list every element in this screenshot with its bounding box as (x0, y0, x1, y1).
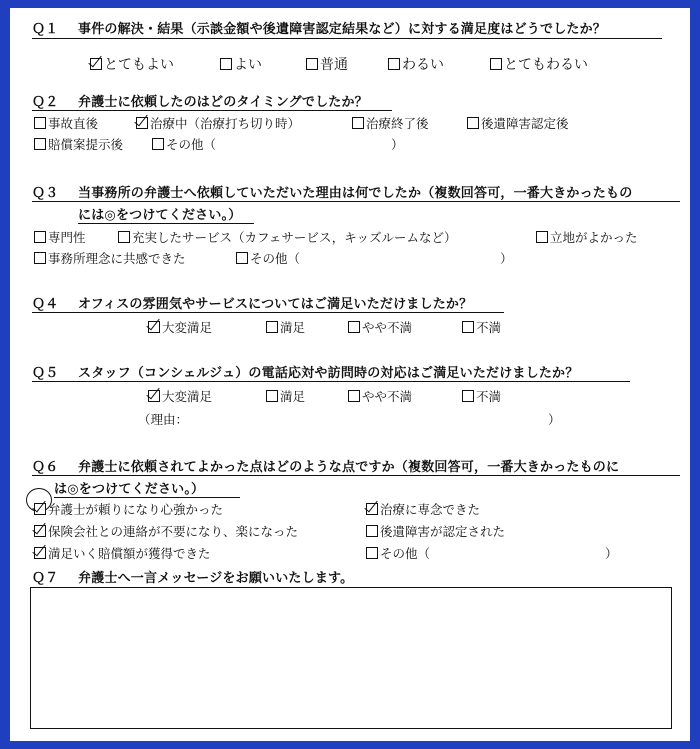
checkbox[interactable] (152, 138, 164, 150)
q4-text: オフィスの雰囲気やサービスについてはご満足いただけましたか？ (78, 297, 473, 312)
option-label: 専門性 (48, 230, 86, 245)
option-label: 普通 (320, 57, 348, 73)
option-label: 満足いく賠償額が獲得できた (48, 546, 211, 561)
q3-heading (32, 182, 632, 201)
q6-text2: は◎をつけてください。） (54, 482, 205, 497)
option-label: その他（ ） (380, 546, 618, 561)
q6-heading (32, 456, 619, 475)
q6-option-reliable[interactable] (34, 500, 223, 518)
q2-option-other[interactable] (152, 135, 404, 153)
option-label: 満足 (280, 389, 306, 404)
option-label: 後遺障害認定後 (481, 116, 569, 131)
option-label: 不満 (476, 320, 502, 335)
q1-heading (32, 18, 606, 37)
option-label: 治療中（治療打ち切り時） (150, 116, 301, 131)
option-label: 立地がよかった (550, 230, 638, 245)
q3-text2: には◎をつけてください。） (78, 208, 242, 223)
option-label: とてもよい (104, 57, 174, 73)
q1-underline (32, 38, 662, 39)
q1-option-bad[interactable] (388, 54, 444, 74)
q2-option-right-after[interactable] (34, 114, 98, 132)
q5-reason-close: ） (548, 412, 561, 427)
checkbox[interactable] (352, 117, 364, 129)
checkbox[interactable] (34, 252, 46, 264)
q4-underline (32, 312, 504, 313)
checkbox[interactable] (462, 390, 474, 402)
checkbox[interactable] (34, 231, 46, 243)
checkbox-checked[interactable] (34, 525, 46, 537)
q4-option-dissatisfied[interactable] (462, 318, 501, 336)
q3-option-other[interactable] (236, 249, 513, 267)
option-label: 大変満足 (162, 320, 213, 335)
checkbox[interactable] (266, 321, 278, 333)
q2-number: Ｑ２ (32, 95, 59, 110)
q6-underline (32, 475, 680, 476)
option-label: やや不満 (362, 320, 413, 335)
checkbox-checked[interactable] (136, 117, 148, 129)
option-label: 保険会社との連絡が不要になり、楽になった (48, 524, 299, 539)
q4-option-somewhat-dissatisfied[interactable] (348, 318, 412, 336)
option-label: 充実したサービス（カフェサービス，キッズルームなど） (132, 230, 457, 245)
option-label: 賠償案提示後 (48, 137, 124, 152)
q2-option-during-treatment[interactable] (136, 114, 300, 132)
checkbox-checked[interactable] (148, 321, 160, 333)
q7-text: 弁護士へ一言メッセージをお願いいたします。 (78, 571, 354, 586)
q3-text: 当事務所の弁護士へ依頼していただいた理由は何でしたか（複数回答可，一番大きかったもの (78, 186, 633, 201)
q4-heading (32, 293, 472, 312)
q6-option-certified[interactable] (366, 522, 505, 540)
q6-heading-line2 (54, 478, 204, 497)
q2-underline (32, 110, 392, 111)
checkbox[interactable] (34, 138, 46, 150)
checkbox[interactable] (366, 525, 378, 537)
checkbox[interactable] (536, 231, 548, 243)
option-label: その他（ ） (166, 137, 404, 152)
q7-heading (32, 567, 353, 586)
q4-option-satisfied[interactable] (266, 318, 305, 336)
q2-option-after-offer[interactable] (34, 135, 123, 153)
q6-number: Ｑ６ (32, 460, 59, 475)
q2-option-after-certification[interactable] (467, 114, 569, 132)
q3-option-expertise[interactable] (34, 228, 86, 246)
q5-option-dissatisfied[interactable] (462, 387, 501, 405)
checkbox[interactable] (348, 390, 360, 402)
checkbox[interactable] (34, 117, 46, 129)
q5-number: Ｑ５ (32, 366, 59, 381)
q3-option-location[interactable] (536, 228, 638, 246)
q6-option-other[interactable] (366, 544, 618, 562)
q3-option-services[interactable] (118, 228, 457, 246)
checkbox-checked[interactable] (34, 503, 46, 515)
option-label: 後遺障害が認定された (380, 524, 506, 539)
q3-underline (32, 201, 680, 202)
checkbox-checked[interactable] (34, 547, 46, 559)
q1-number: Ｑ１ (32, 22, 59, 37)
survey-sheet (10, 8, 690, 741)
checkbox[interactable] (220, 58, 232, 70)
option-label: わるい (402, 57, 444, 73)
option-label: 弁護士が頼りになり心強かった (48, 502, 224, 517)
q3-underline2 (78, 223, 254, 224)
checkbox[interactable] (366, 547, 378, 559)
q5-text: スタッフ（コンシェルジュ）の電話応対や訪問時の対応はご満足いただけましたか？ (78, 366, 579, 381)
option-label: 満足 (280, 320, 306, 335)
q5-reason-label: （理由： (138, 412, 189, 427)
q4-option-very-satisfied[interactable] (148, 318, 212, 336)
checkbox[interactable] (118, 231, 130, 243)
checkbox[interactable] (462, 321, 474, 333)
checkbox-checked[interactable] (366, 503, 378, 515)
option-label: やや不満 (362, 389, 413, 404)
checkbox-checked[interactable] (90, 58, 102, 70)
q6-option-no-insurer-contact[interactable] (34, 522, 298, 540)
q5-underline (32, 381, 630, 382)
checkbox[interactable] (490, 58, 502, 70)
q3-number: Ｑ３ (32, 186, 59, 201)
q6-text: 弁護士に依頼されてよかった点はどのような点ですか（複数回答可，一番大きかったものに (78, 460, 620, 475)
checkbox[interactable] (266, 390, 278, 402)
q2-heading (32, 91, 368, 110)
checkbox[interactable] (388, 58, 400, 70)
q3-heading-line2 (78, 204, 241, 223)
q1-option-very-bad[interactable] (490, 54, 588, 74)
q5-option-satisfied[interactable] (266, 387, 305, 405)
q1-text: 事件の解決・結果（示談金額や後遺障害認定結果など）に対する満足度はどうでしたか？ (78, 22, 607, 37)
q2-text: 弁護士に依頼したのはどのタイミングでしたか？ (78, 95, 368, 110)
q6-underline2 (54, 497, 240, 498)
option-label: よい (234, 57, 262, 73)
q6-option-compensation[interactable] (34, 544, 211, 562)
q5-heading (32, 362, 578, 381)
option-label: その他（ ） (250, 251, 513, 266)
option-label: とてもわるい (504, 57, 588, 73)
q1-option-normal[interactable] (306, 54, 348, 74)
q5-option-very-satisfied[interactable] (148, 387, 212, 405)
q5-option-somewhat-dissatisfied[interactable] (348, 387, 412, 405)
q6-option-focus-treatment[interactable] (366, 500, 480, 518)
option-label: 事故直後 (48, 116, 99, 131)
checkbox-checked[interactable] (148, 390, 160, 402)
checkbox[interactable] (306, 58, 318, 70)
option-label: 治療終了後 (366, 116, 429, 131)
q1-option-very-good[interactable] (90, 54, 174, 74)
q7-number: Ｑ７ (32, 571, 59, 586)
checkbox[interactable] (348, 321, 360, 333)
option-label: 治療に専念できた (380, 502, 481, 517)
q3-option-philosophy[interactable] (34, 249, 186, 267)
q1-option-good[interactable] (220, 54, 262, 74)
q2-option-after-treatment[interactable] (352, 114, 429, 132)
checkbox[interactable] (467, 117, 479, 129)
message-box[interactable] (30, 587, 672, 729)
option-label: 大変満足 (162, 389, 213, 404)
q4-number: Ｑ４ (32, 297, 59, 312)
option-label: 事務所理念に共感できた (48, 251, 186, 266)
checkbox[interactable] (236, 252, 248, 264)
option-label: 不満 (476, 389, 502, 404)
